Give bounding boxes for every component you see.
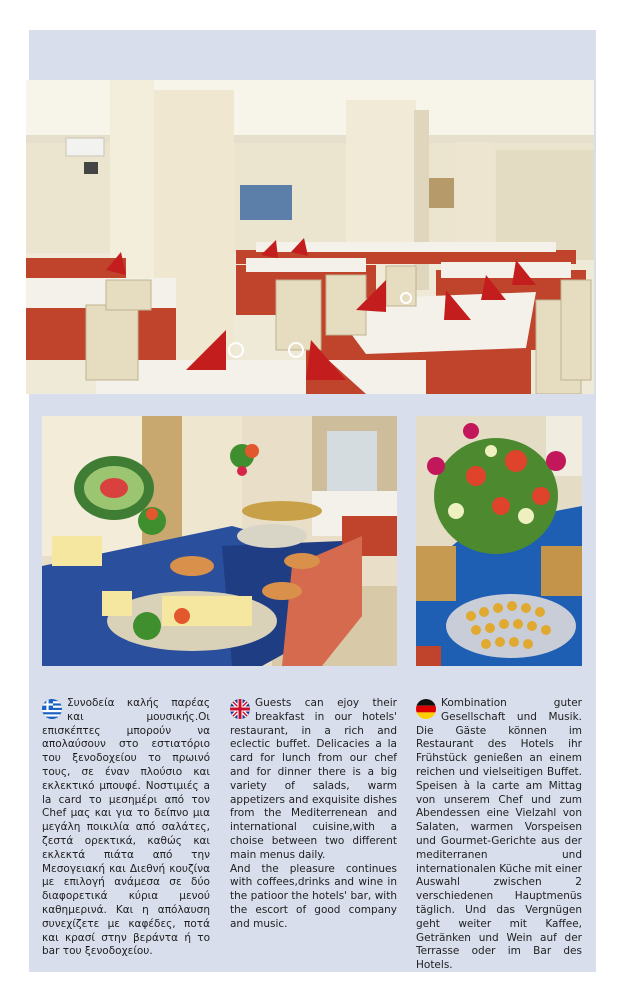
greek-description-column <box>42 697 210 959</box>
german-flag-icon <box>416 699 436 719</box>
breakfast-buffet-photo <box>42 416 397 666</box>
german-description-column <box>416 697 582 973</box>
greek-flag-icon <box>42 699 62 719</box>
uk-flag-icon <box>230 699 250 719</box>
dessert-buffet-photo <box>416 416 582 666</box>
english-description-paragraph-2: And the pleasure continues with coffees,drinks and wine in the patioor the hotels' bar, with the escort of good company and music. <box>230 862 397 930</box>
greek-description-text: Συνοδεία καλής παρέας και μουσικής.Οι επισκέπτες μπορούν να απολαύσουν στο εστιατόριο του ξενοδοχείου το πρωινό τους, σε έναν πλούσιο και εκλεκτικό μπουφέ. Νοστιμιές a la card το μεσημέρι από τον Chef μας και για το δείπνο μια μεγάλη ποικιλία από σαλάτες, ζεστά ορεκτικά, καθώς και εκλεκτά πιάτα από την Μεσογειακή και Διεθνή κουζίνα με επιλογή ανάμεσα σε δύο διαφορετικά κύρια μενού καθημερινά. Και η απόλαυση συνεχίζετε με καφέδες, ποτά και κρασί στην βεράντα ή το bar του ξενοδοχείου. <box>42 697 210 958</box>
english-description-paragraph-1: Guests can ejoy their breakfast in our hotels' restaurant, in a rich and eclectic buffet. Delicacies a la card for lunch from our chef and for dinner there is a big variety of salads, warm appetizers and exquisite dishes from the Mediterrenean and international cuisine,with a choise between two different main menus daily. <box>230 697 397 861</box>
restaurant-dining-room-photo <box>26 80 594 394</box>
german-description-text: Kombination guter Gesellschaft und Musik. Die Gäste können im Restaurant des Hotels ihr Frühstück genießen an einem reichen und vielseitigen Buffet. Speisen à la carte am Mittag von unserem Chef und zum Abendessen eine Vielzahl von Salaten, warmen Vorspeisen und Gourmet-Gerichte aus der mediterranen und internationalen Küche mit einer Auswahl zwischen 2 verschiedenen Hauptmenüs täglich. Und das Vergnügen geht weiter mit Kaffee, Getränken und Wein auf der Terrasse oder im Bar des Hotels. <box>416 697 582 972</box>
english-description-column <box>230 697 397 932</box>
